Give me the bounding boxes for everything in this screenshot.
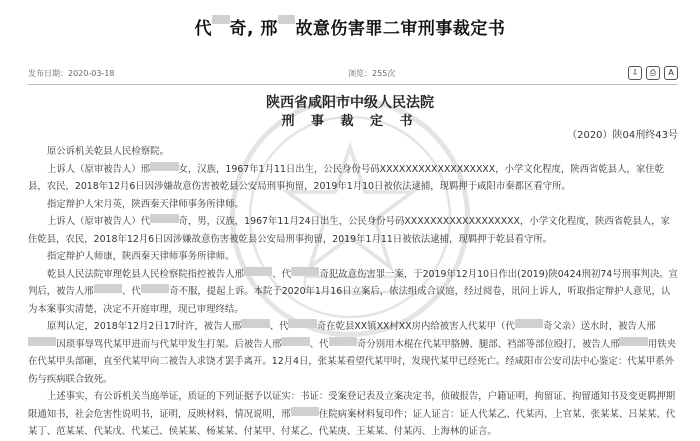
publish-date: 发布日期：2020-03-18: [28, 69, 115, 78]
redacted-name: [515, 319, 543, 328]
redacted-name: [329, 337, 357, 346]
document-type: 刑 事 裁 定 书: [281, 114, 419, 129]
header-divider: [28, 84, 678, 85]
redacted-name: [281, 337, 309, 346]
document-title: 代 奇, 邢 故意伤害罪二审刑事裁定书: [0, 14, 700, 39]
redacted-name: [291, 407, 319, 416]
redacted-name: [28, 337, 56, 346]
case-number: （2020）陕04刑终43号: [567, 130, 678, 141]
redacted-name: [291, 267, 319, 276]
redacted-name: [150, 162, 178, 171]
court-name: 陕西省咸阳市中级人民法院: [266, 95, 434, 111]
redacted-name: [94, 284, 122, 293]
view-count: 浏览：255次: [348, 69, 396, 78]
redacted-name: [241, 319, 269, 328]
redacted-name: [244, 267, 272, 276]
redacted-name: [141, 284, 169, 293]
meta-bar: [28, 68, 678, 82]
redacted-name: [150, 214, 178, 223]
redacted-name: [278, 15, 296, 24]
paragraph: 指定辩护人师康，陕西秦天律师事务所律师。: [47, 251, 235, 262]
document-body: [28, 143, 678, 441]
paragraph: 上诉人（原审被告人）代 奇，男，汉族，1967年11月24日出生，公民身份号码XXXXXXXXXXXXXXXXXX，小学文化程度，陕西省乾县人，家住乾县，农民，2018年12月6日因涉嫌故意伤害被乾县公安局刑事拘留，2019年1月11日被依法逮捕，现羁押于乾县看守所。: [28, 216, 670, 245]
redacted-name: [288, 319, 316, 328]
save-icon[interactable]: ⇩: [628, 66, 642, 80]
print-icon[interactable]: ⎙: [646, 66, 660, 80]
paragraph: 上诉人（原审被告人）邢 女，汉族，1967年1月11日出生，公民身份号码XXXXXXXXXXXXXXXXXX，小学文化程度，陕西省乾县人，家住乾县，农民，2018年12月6日因涉嫌故意伤害被乾县公安局刑事拘留，2019年1月10日被依法逮捕，现羁押于咸阳市秦都区看守所。: [28, 163, 665, 192]
redacted-name: [212, 15, 230, 24]
paragraph: 指定辩护人宋月英，陕西秦天律师事务所律师。: [47, 198, 244, 210]
paragraph: 原判认定，2018年12月2日17时许，被告人邢 、代 奇在乾县XX镇XX村XX房内给被害人代某甲（代 奇父亲）送水时，被告人邢因琐事辱骂代某甲进而与代某甲发生打架。后被告人邢 、代 奇分别用木棍在代某甲胳膊、腿部、裆部等部位殴打，被告人邢 用铁夹在代某甲头部砸，直至代某甲向二被告人求饶才罢手离开。12月4日，张某某看望代某甲时，发现代某甲已经死亡。经咸阳市公安司法中心鉴定：代某甲系外伤与疾病联合致死。: [28, 321, 676, 385]
font-size-icon[interactable]: A: [664, 66, 678, 80]
paragraph: 上述事实，有公诉机关当庭举证，质证的下列证据予以证实：书证：受案登记表及立案决定书，侦破报告，户籍证明，拘留证、拘留通知书及变更羁押期限通知书，社会危害性说明书，证明，反映材料，情况说明，邢 住院病案材料复印件；证人证言：证人代某乙、代某丙、上官某、张某某、吕某某、代某丁、范某某、代某戊、代某己、侯某某、杨某某、付某甲、付某乙、代某庚、王某某、付某丙、上海林的证言。: [28, 391, 676, 437]
meta-actions: [628, 66, 678, 80]
redacted-name: [619, 337, 647, 346]
paragraph: 原公诉机关乾县人民检察院。: [47, 146, 169, 157]
paragraph: 乾县人民法院审理乾县人民检察院指控被告人邢 、代 奇犯故意伤害罪一案，于2019年12月10日作出(2019)陕0424刑初74号刑事判决。宣判后，被告人邢 、代 奇不服，提起上诉。本院于2020年1月16日立案后，依法组成合议庭，经过阅卷，讯问上诉人，听取指定辩护人意见，认为本案事实清楚，决定不开庭审理，现已审理终结。: [28, 268, 678, 315]
